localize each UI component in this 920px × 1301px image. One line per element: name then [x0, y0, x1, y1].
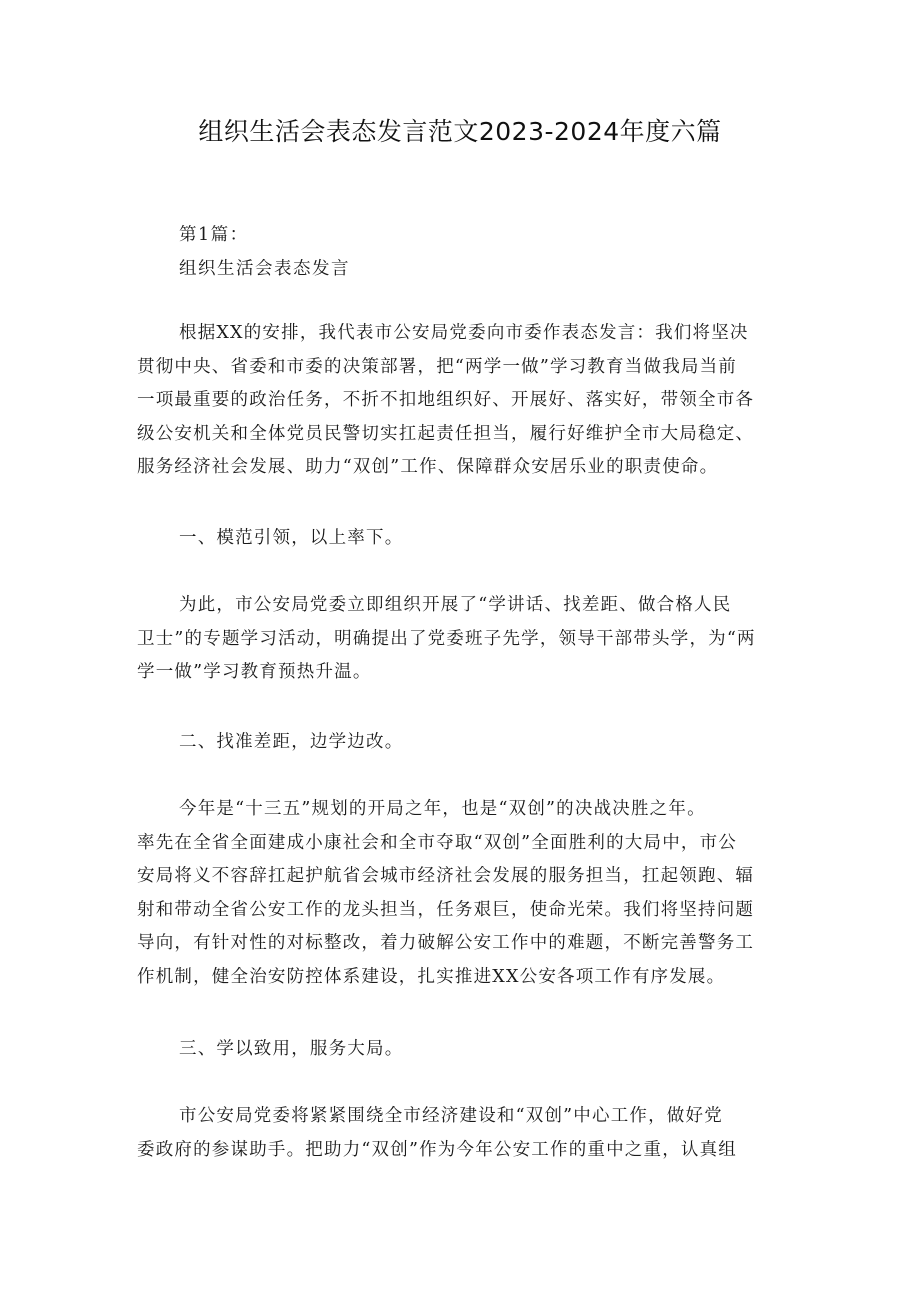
- paragraph-line: 作机制，健全治安防控体系建设，扎实推进XX公安各项工作有序发展。: [137, 966, 726, 987]
- paragraph-line: 导向，有针对性的对标整改，着力破解公安工作中的难题，不断完善警务工: [137, 933, 755, 954]
- paragraph-line: 一项最重要的政治任务，不折不扣地组织好、开展好、落实好，带领全市各: [137, 390, 755, 411]
- paragraph-line: 级公安机关和全体党员民警切实扛起责任担当，履行好维护全市大局稳定、: [137, 423, 755, 444]
- paragraph-intro: [137, 317, 787, 485]
- section-heading-1: [137, 522, 787, 556]
- paragraph-line: 为此，市公安局党委立即组织开展了“学讲话、找差距、做合格人民: [179, 595, 732, 615]
- paragraph-study: [137, 589, 787, 690]
- section-heading-2: [137, 726, 787, 760]
- paragraph-line: 率先在全省全面建成小康社会和全市夺取“双创”全面胜利的大局中，市公: [137, 832, 737, 853]
- heading-text: 一、模范引领，以上率下。: [179, 528, 404, 548]
- paragraph-line: 安局将义不容辞扛起护航省会城市经济社会发展的服务担当，扛起领跑、辐: [137, 866, 755, 887]
- paragraph-line: 卫士”的专题学习活动，明确提出了党委班子先学，领导干部带头学，为“两: [137, 628, 756, 649]
- paragraph-line: 今年是“十三五”规划的开局之年，也是“双创”的决战决胜之年。: [179, 799, 706, 819]
- section-label: 第1篇：: [179, 225, 249, 245]
- heading-text: 三、学以致用，服务大局。: [179, 1039, 404, 1059]
- paragraph-plan: [137, 793, 787, 995]
- section-subtitle: 组织生活会表态发言: [179, 259, 350, 279]
- heading-text: 二、找准差距，边学边改。: [179, 732, 404, 752]
- paragraph-line: 委政府的参谋助手。把助力“双创”作为今年公安工作的重中之重，认真组: [137, 1139, 737, 1160]
- paragraph-line: 根据XX的安排，我代表市公安局党委向市委作表态发言：我们将坚决: [179, 323, 749, 343]
- paragraph-line: 市公安局党委将紧紧围绕全市经济建设和“双创”中心工作，做好党: [179, 1106, 723, 1126]
- paragraph-service: [137, 1100, 787, 1167]
- paragraph-line: 学一做”学习教育预热升温。: [137, 662, 372, 683]
- section-heading-3: [137, 1033, 787, 1067]
- paragraph-line: 射和带动全省公安工作的龙头担当，任务艰巨，使命光荣。我们将坚持问题: [137, 899, 755, 920]
- paragraph-line: 贯彻中央、省委和市委的决策部署，把“两学一做”学习教育当做我局当前: [137, 356, 737, 377]
- paragraph-line: 服务经济社会发展、助力“双创”工作、保障群众安居乐业的职责使命。: [137, 457, 719, 478]
- document-title: 组织生活会表态发言范文2023-2024年度六篇: [198, 117, 722, 146]
